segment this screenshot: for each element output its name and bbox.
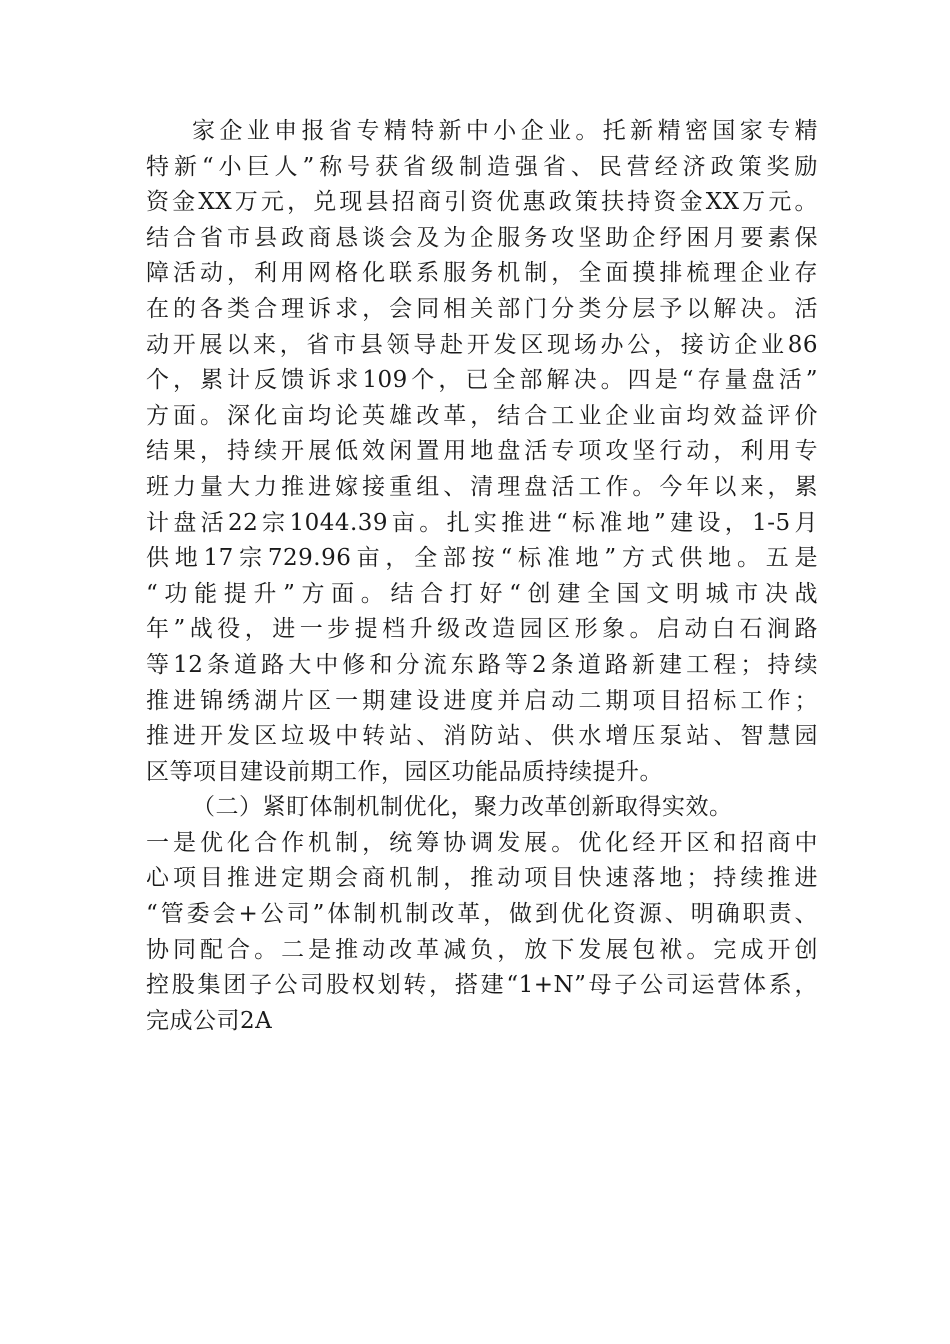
text-line: 动开展以来，省市县领导赴开发区现场办公，接访企业86 [146, 331, 818, 358]
text-line: “功能提升”方面。结合打好“创建全国文明城市决战 [146, 580, 818, 607]
text-line: 等12条道路大中修和分流东路等2条道路新建工程；持续 [146, 651, 818, 678]
text-line: 年”战役，进一步提档升级改造园区形象。启动白石涧路 [146, 616, 818, 643]
text-line: 结果，持续开展低效闲置用地盘活专项攻坚行动，利用专 [146, 438, 818, 465]
text-line: 控股集团子公司股权划转，搭建“1+N”母子公司运营体系， [146, 972, 818, 999]
text-line: 方面。深化亩均论英雄改革，结合工业企业亩均效益评价 [146, 402, 818, 429]
text-line: 协同配合。二是推动改革减负，放下发展包袱。完成开创 [146, 936, 818, 963]
text-line: 家企业申报省专精特新中小企业。托新精密国家专精 [192, 118, 818, 144]
paragraph-end-line: 完成公司2A [146, 1007, 273, 1034]
paragraph-end-line: 区等项目建设前期工作，园区功能品质持续提升。 [146, 758, 663, 785]
text-line: 推进开发区垃圾中转站、消防站、供水增压泵站、智慧园 [146, 723, 818, 750]
text-line: 心项目推进定期会商机制，推动项目快速落地；持续推进 [146, 865, 818, 892]
text-line: 结合省市县政商恳谈会及为企服务攻坚助企纾困月要素保 [146, 224, 818, 251]
text-line: 特新“小巨人”称号获省级制造强省、民营经济政策奖励 [146, 153, 818, 180]
text-line: “管委会+公司”体制机制改革，做到优化资源、明确职责、 [146, 901, 818, 928]
text-line: 障活动，利用网格化联系服务机制，全面摸排梳理企业存 [146, 260, 818, 287]
section-heading: （二）紧盯体制机制优化，聚力改革创新取得实效。 [192, 794, 733, 821]
text-line: 在的各类合理诉求，会同相关部门分类分层予以解决。活 [146, 295, 818, 322]
text-line: 一是优化合作机制，统筹协调发展。优化经开区和招商中 [146, 829, 818, 856]
text-line: 计盘活22宗1044.39亩。扎实推进“标准地”建设，1-5月 [146, 509, 818, 536]
text-line: 资金XX万元，兑现县招商引资优惠政策扶持资金XX万元。 [146, 189, 818, 216]
text-line: 班力量大力推进嫁接重组、清理盘活工作。今年以来，累 [146, 473, 818, 500]
text-line: 供地17宗729.96亩，全部按“标准地”方式供地。五是 [146, 545, 818, 572]
text-line: 个，累计反馈诉求109个，已全部解决。四是“存量盘活” [146, 367, 818, 394]
body-text [146, 114, 818, 1039]
text-line: 推进锦绣湖片区一期建设进度并启动二期项目招标工作； [146, 687, 818, 714]
